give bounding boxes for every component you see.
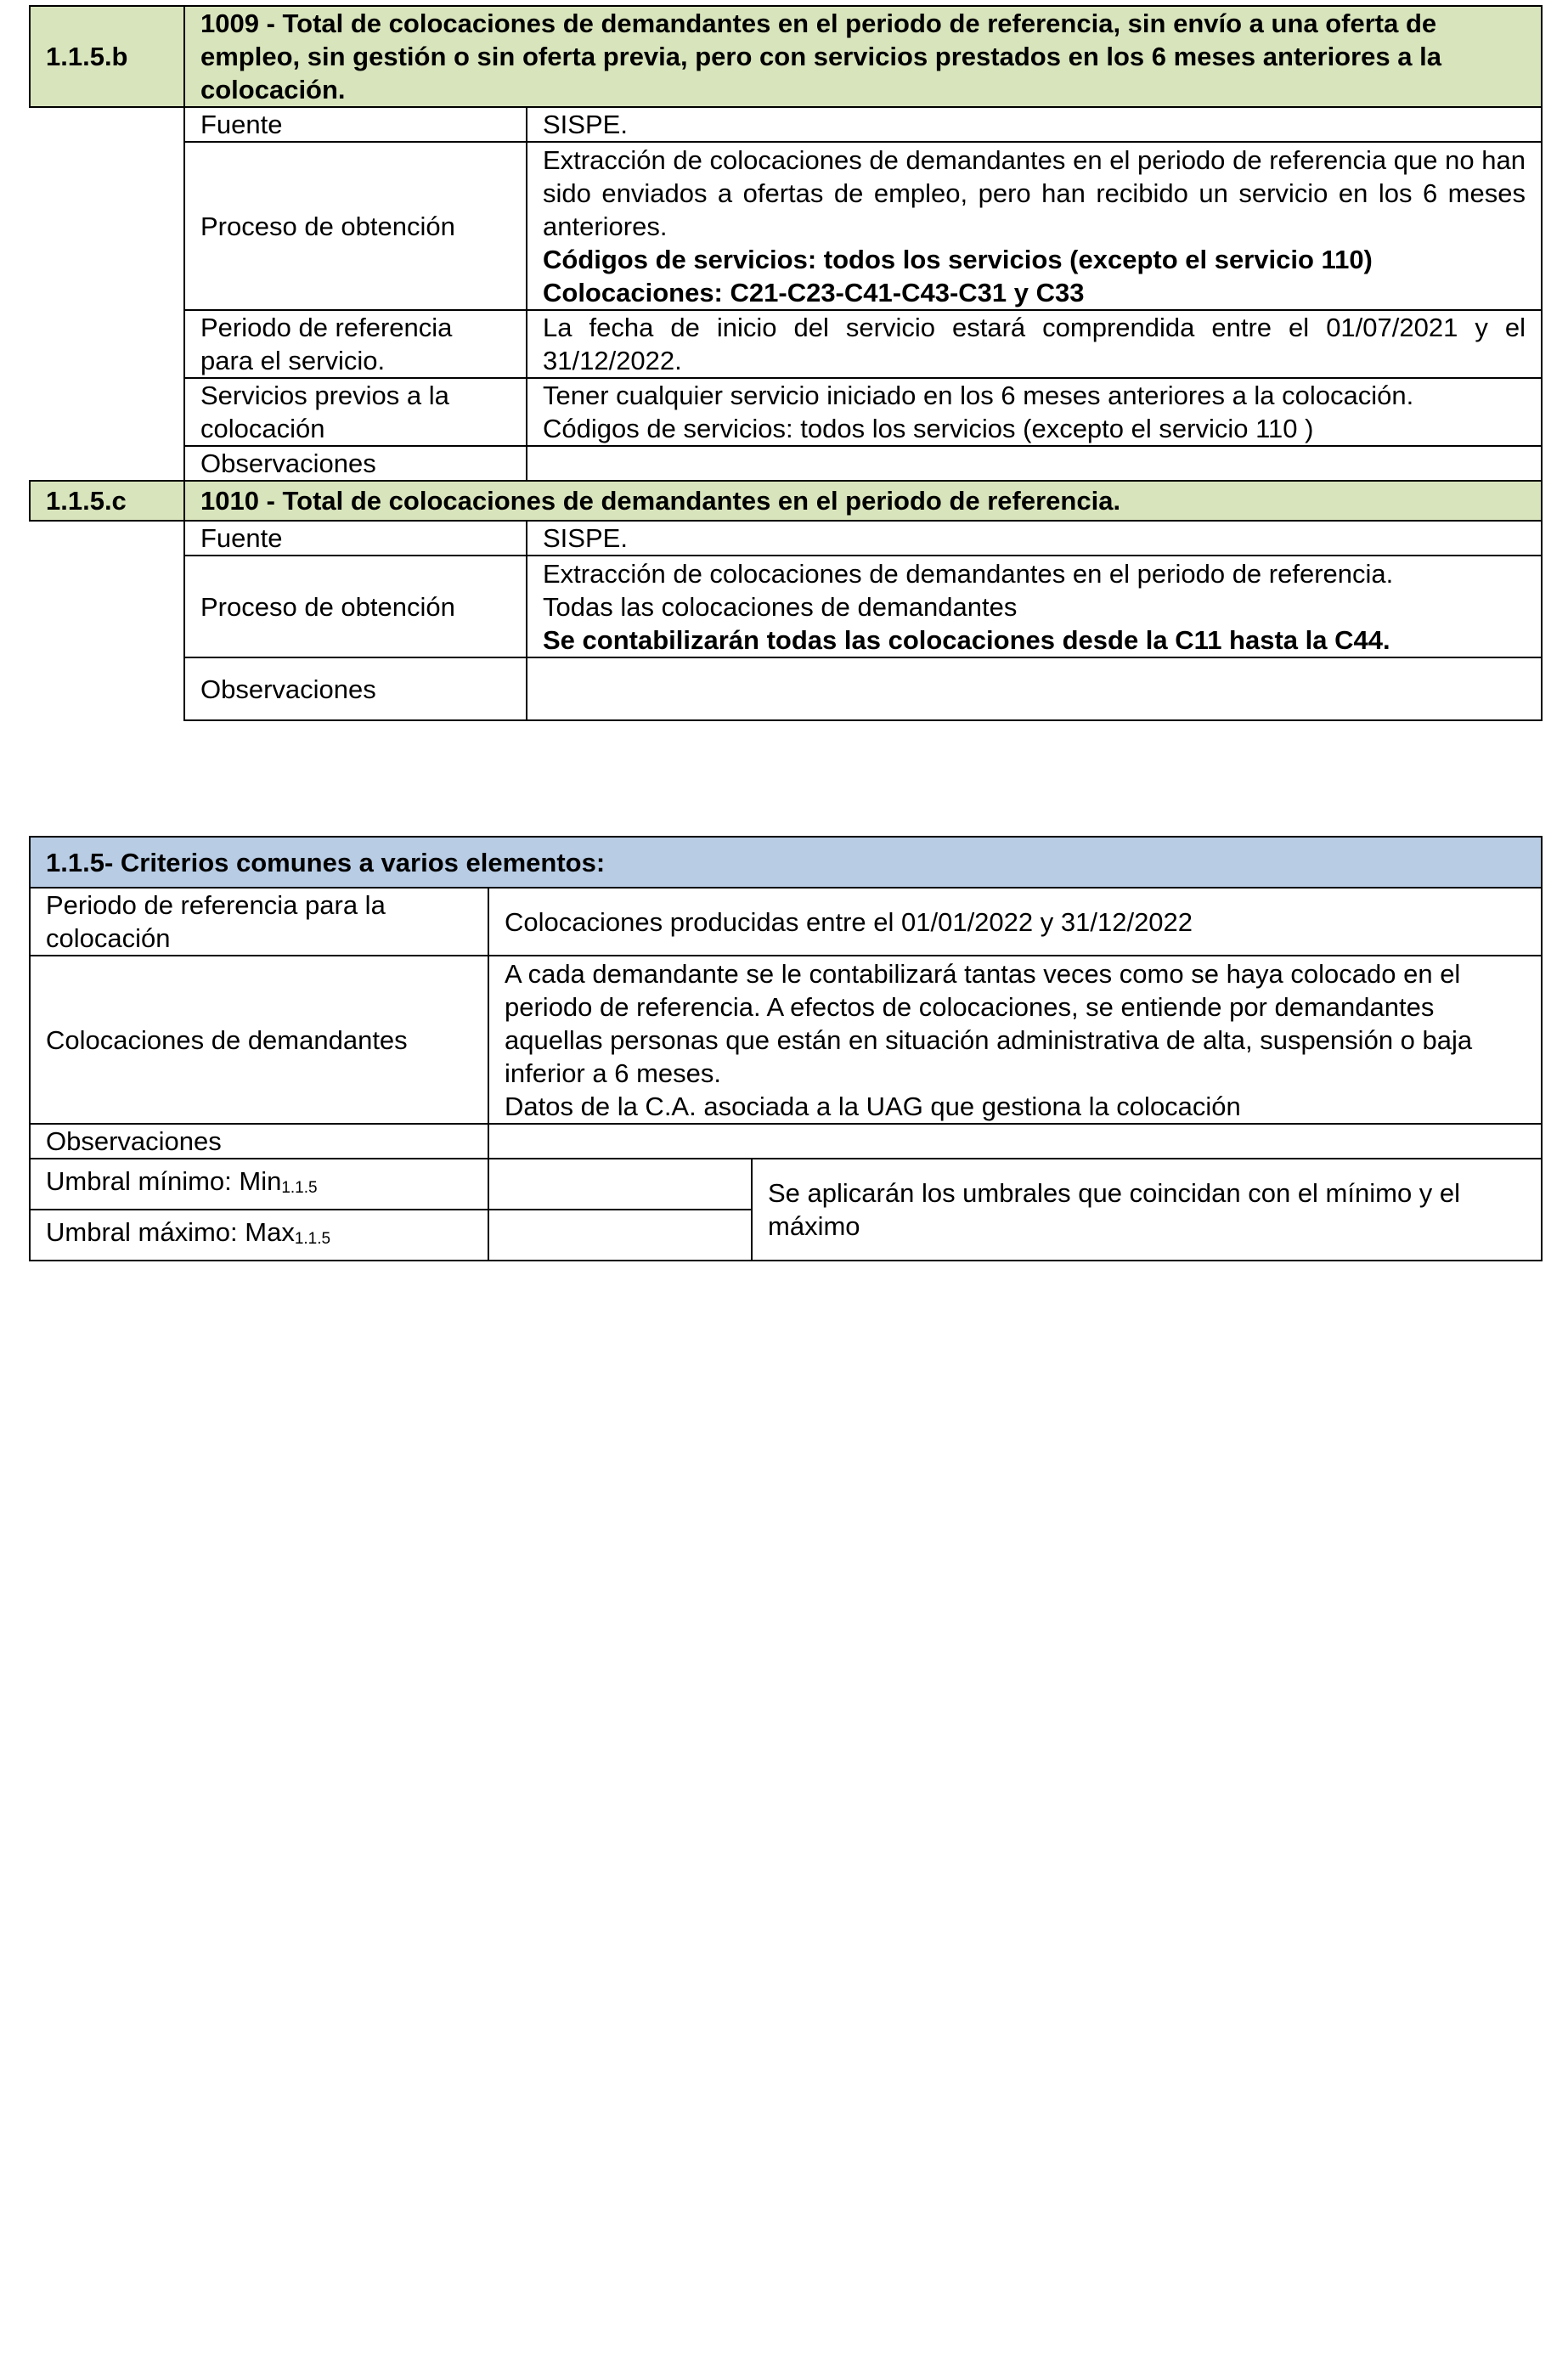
section-b-title: 1009 - Total de colocaciones de demandantes en el periodo de referencia, sin envío a una oferta de empleo, sin gestión o sin oferta previa, pero con servicios prestados en los 6 meses anteriores a la colocación. (184, 6, 1542, 107)
fuente-value: SISPE. (527, 521, 1542, 556)
section-b-obs-row (30, 446, 1542, 481)
previos-line-1: Tener cualquier servicio iniciado en los 6 meses anteriores a la colocación. (543, 381, 1414, 410)
proceso-value (527, 556, 1542, 657)
proceso-codigos: Códigos de servicios: todos los servicios (excepto el servicio 110) (543, 244, 1373, 274)
obs-value (527, 657, 1542, 720)
previos-line-2: Códigos de servicios: todos los servicios (excepto el servicio 110 ) (543, 414, 1314, 443)
obs-value (527, 446, 1542, 481)
indent-cell (30, 107, 184, 142)
colocaciones-value (488, 956, 1542, 1124)
colocaciones-label: Colocaciones de demandantes (30, 956, 488, 1124)
section-c-fuente-row (30, 521, 1542, 556)
criterios-title: 1.1.5- Criterios comunes a varios elementos: (30, 837, 1542, 888)
umbral-note: Se aplicarán los umbrales que coincidan con el mínimo y el máximo (752, 1159, 1542, 1261)
obs-label: Observaciones (184, 446, 527, 481)
section-c-obs-row (30, 657, 1542, 720)
umbral-max-value (488, 1210, 752, 1261)
umbral-max-text: Umbral máximo: Max (46, 1216, 295, 1247)
section-b-previos-row (30, 378, 1542, 446)
section-b-proceso-row (30, 142, 1542, 310)
fuente-value: SISPE. (527, 107, 1542, 142)
criterios-obs-row (30, 1124, 1542, 1159)
fuente-label: Fuente (184, 521, 527, 556)
proceso-line-2: Todas las colocaciones de demandantes (543, 591, 1018, 622)
proceso-label: Proceso de obtención (184, 556, 527, 657)
section-b-fuente-row (30, 107, 1542, 142)
umbral-min-label (30, 1159, 488, 1210)
criterios-header-row (30, 837, 1542, 888)
fuente-label: Fuente (184, 107, 527, 142)
section-c-proceso-row (30, 556, 1542, 657)
umbral-max-label (30, 1210, 488, 1261)
section-c-title: 1010 - Total de colocaciones de demandantes en el periodo de referencia. (184, 481, 1542, 521)
proceso-text: Extracción de colocaciones de demandantes en el periodo de referencia que no han sido enviados a ofertas de empleo, pero han recibido un servicio en los 6 meses anteriores. (543, 144, 1526, 241)
periodo-label: Periodo de referencia para el servicio. (184, 310, 527, 378)
umbral-min-sub: 1.1.5 (281, 1178, 318, 1197)
umbral-min-text: Umbral mínimo: Min (46, 1165, 282, 1196)
section-b-periodo-row (30, 310, 1542, 378)
section-c-code: 1.1.5.c (30, 481, 184, 521)
proceso-value (527, 142, 1542, 310)
previos-label: Servicios previos a la colocación (184, 378, 527, 446)
section-b-header-row (30, 6, 1542, 107)
indent-cell (30, 657, 184, 720)
criterios-colocaciones-row (30, 956, 1542, 1124)
section-c-header-row (30, 481, 1542, 521)
umbral-min-value (488, 1159, 752, 1210)
obs-label: Observaciones (30, 1124, 488, 1159)
indent-cell (30, 378, 184, 446)
section-b-code: 1.1.5.b (30, 6, 184, 107)
periodo-label: Periodo de referencia para la colocación (30, 888, 488, 956)
proceso-label: Proceso de obtención (184, 142, 527, 310)
proceso-colocaciones: Colocaciones: C21-C23-C41-C43-C31 y C33 (543, 277, 1085, 307)
indent-cell (30, 521, 184, 556)
umbral-min-row (30, 1159, 1542, 1210)
indent-cell (30, 310, 184, 378)
proceso-bold: Se contabilizarán todas las colocaciones desde la C11 hasta la C44. (543, 624, 1390, 655)
indicator-table-1115b-c (29, 5, 1543, 721)
periodo-value: Colocaciones producidas entre el 01/01/2022 y 31/12/2022 (488, 888, 1542, 956)
previos-value (527, 378, 1542, 446)
colocaciones-datos: Datos de la C.A. asociada a la UAG que gestiona la colocación (505, 1091, 1241, 1121)
criterios-periodo-row (30, 888, 1542, 956)
indent-cell (30, 556, 184, 657)
umbral-max-sub: 1.1.5 (294, 1229, 331, 1248)
obs-label: Observaciones (184, 657, 527, 720)
criterios-table (29, 836, 1543, 1261)
periodo-value: La fecha de inicio del servicio estará comprendida entre el 01/07/2021 y el 31/12/2022. (527, 310, 1542, 378)
indent-cell (30, 142, 184, 310)
proceso-line-1: Extracción de colocaciones de demandantes en el periodo de referencia. (543, 558, 1394, 589)
indent-cell (30, 446, 184, 481)
colocaciones-text: A cada demandante se le contabilizará tantas veces como se haya colocado en el periodo de referencia. A efectos de colocaciones, se entiende por demandantes aquellas personas que están en situación administrativa de alta, suspensión o baja inferior a 6 meses. (505, 958, 1473, 1088)
obs-value (488, 1124, 1542, 1159)
